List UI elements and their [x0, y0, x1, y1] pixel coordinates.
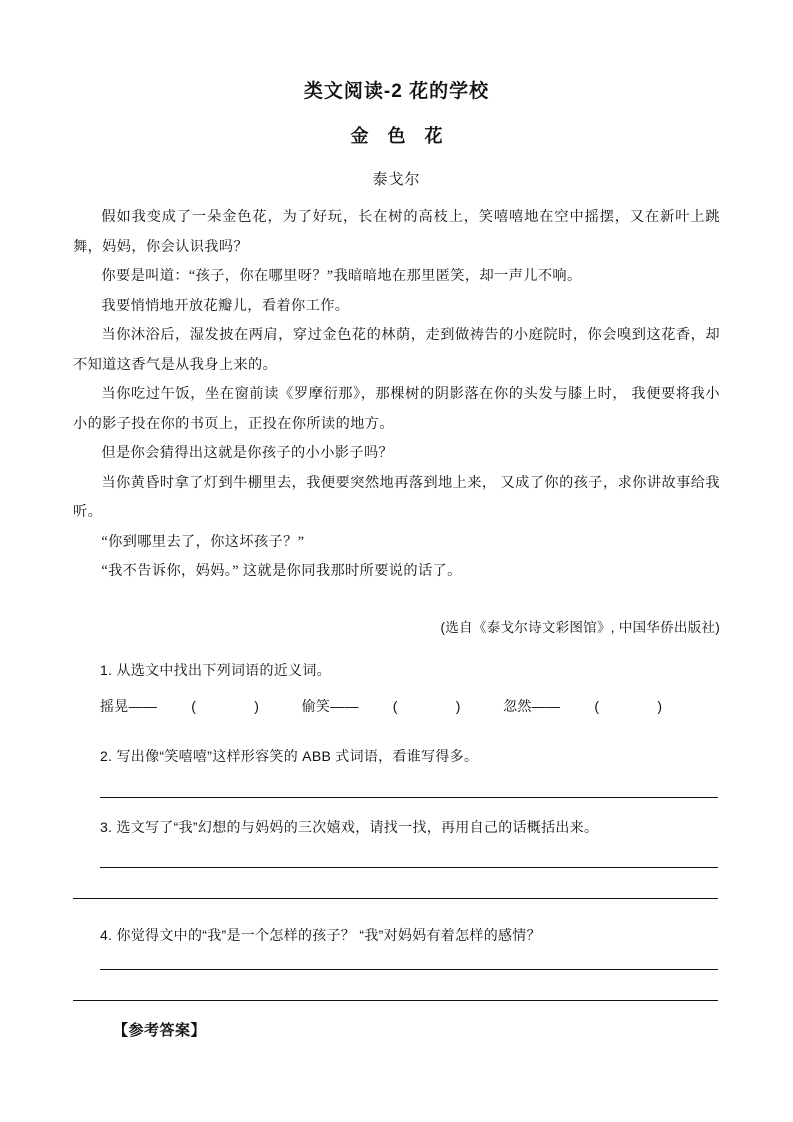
synonym-dash: —— [531, 698, 561, 714]
passage-paragraph: 我要悄悄地开放花瓣儿，看着你工作。 [101, 297, 350, 314]
synonym-dash: —— [128, 698, 158, 714]
poem-title: 金 色 花 [350, 126, 450, 146]
passage-paragraph: “我不告诉你，妈妈。” 这就是你同我那时所要说的话了。 [101, 563, 462, 579]
passage-paragraph: 当你吃过午饭，坐在窗前读《罗摩衍那》，那棵树的阴影落在你的头发与膝上时， 我便要将我小小的影子投在你的书页上，正投在你所读的地方。 [73, 386, 720, 432]
question-3-prompt: 3. 选文写了“我”幻想的与妈妈的三次嬉戏，请找一找，再用自己的话概括出来。 [100, 819, 599, 835]
synonym-word: 忽然 [503, 698, 532, 714]
question-1-blanks [100, 696, 662, 716]
answer-line[interactable] [73, 1000, 718, 1001]
passage-paragraph: “你到哪里去了，你这坏孩子？” [101, 533, 305, 550]
paren-close: ) [657, 698, 663, 714]
synonym-blank-item [302, 696, 461, 716]
synonym-blank-item [100, 696, 259, 716]
passage-paragraph: 当你黄昏时拿了灯到牛棚里去，我便要突然地再落到地上来， 又成了你的孩子，求你讲故事给我听。 [73, 474, 720, 520]
author-name: 泰戈尔 [372, 172, 421, 188]
answer-line[interactable] [100, 969, 718, 970]
answer-key-heading: 【参考答案】 [113, 1022, 207, 1039]
paren-open: ( [594, 698, 600, 714]
synonym-word: 偷笑 [301, 698, 331, 714]
synonym-blank-item [503, 696, 662, 716]
passage-paragraph: 假如我变成了一朵金色花，为了好玩，长在树的高枝上，笑嘻嘻地在空中摇摆，又在新叶上跳舞，妈妈，你会认识我吗？ [73, 209, 720, 255]
paren-open: ( [392, 698, 398, 714]
passage-body [73, 203, 720, 642]
paren-close: ) [254, 698, 260, 714]
passage-paragraph: 当你沐浴后，湿发披在两肩，穿过金色花的林荫，走到做祷告的小庭院时，你会嗅到这花香，却不知道这香气是从我身上来的。 [73, 327, 720, 373]
paren-close: ) [455, 698, 461, 714]
question-2-prompt: 2. 写出像“笑嘻嘻”这样形容笑的 ABB 式词语，看谁写得多。 [100, 748, 479, 764]
answer-line[interactable] [100, 797, 718, 798]
question-1-prompt: 1. 从选文中找出下列词语的近义词。 [100, 662, 331, 678]
synonym-dash: —— [330, 698, 359, 714]
passage-paragraph: 你要是叫道：“孩子，你在哪里呀？”我暗暗地在那里匿笑，却一声儿不响。 [101, 268, 582, 284]
passage-source-attribution: (选自《泰戈尔诗文彩图馆》, 中国华侨出版社) [440, 619, 720, 635]
passage-paragraph: 但是你会猜得出这就是你孩子的小小影子吗？ [101, 445, 394, 461]
answer-line[interactable] [100, 867, 718, 868]
answer-line[interactable] [73, 898, 718, 899]
synonym-word: 摇晃 [100, 698, 129, 714]
paren-open: ( [191, 698, 197, 714]
question-4-prompt: 4. 你觉得文中的“我”是一个怎样的孩子？ “我”对妈妈有着怎样的感情？ [100, 927, 541, 943]
page-title: 类文阅读-2 花的学校 [303, 81, 490, 102]
